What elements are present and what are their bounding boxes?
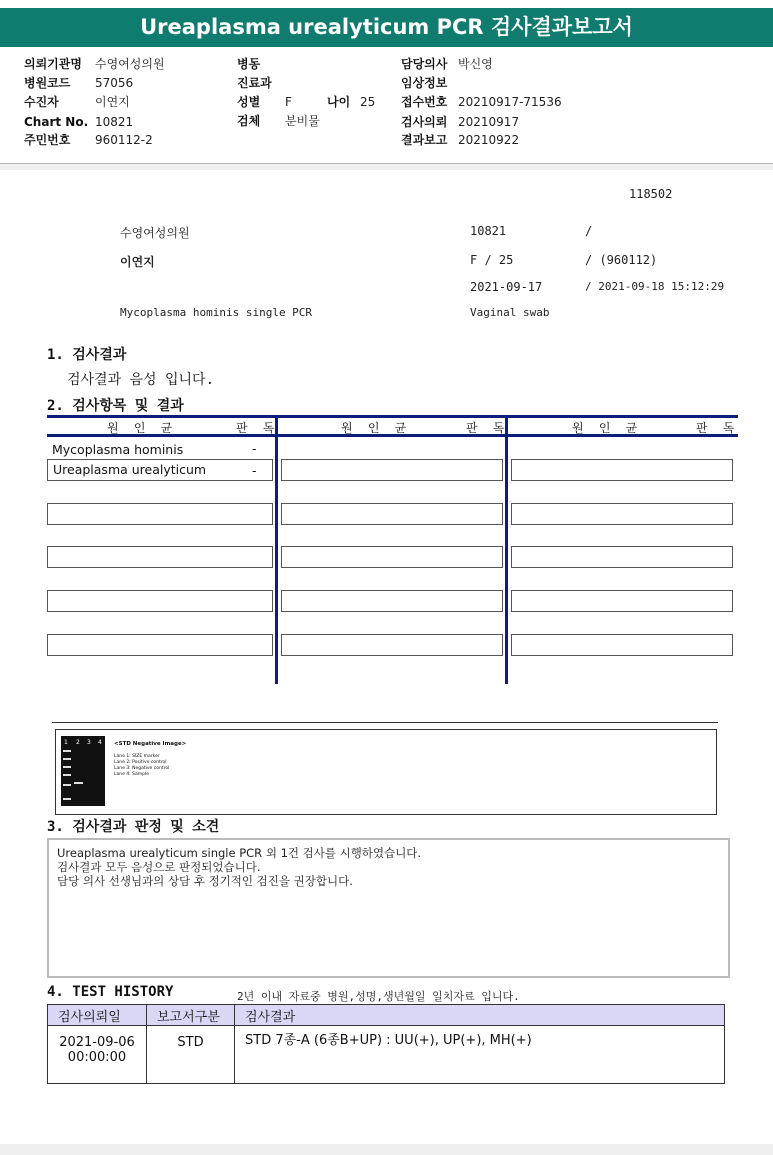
empty-result-cell bbox=[47, 503, 273, 525]
hospital-code-value: 57056 bbox=[95, 76, 134, 90]
body-institution: 수영여성의원 bbox=[120, 226, 190, 240]
history-result: STD 7종-A (6종B+UP) : UU(+), UP(+), MH(+) bbox=[235, 1026, 725, 1084]
body-report-datetime: / 2021-09-18 15:12:29 bbox=[585, 280, 725, 293]
result-row-2 bbox=[47, 459, 273, 481]
results-table-divider-2 bbox=[505, 415, 508, 684]
dept-label: 진료과 bbox=[237, 76, 272, 90]
positive-control-band bbox=[74, 782, 83, 784]
section4-heading: 4. TEST HISTORY bbox=[47, 984, 174, 1000]
chart-label: Chart No. bbox=[24, 115, 89, 129]
history-header-row bbox=[48, 1005, 725, 1026]
empty-result-cell bbox=[47, 634, 273, 656]
empty-result-cell bbox=[281, 503, 503, 525]
doctor-value: 박신영 bbox=[458, 57, 493, 71]
empty-result-cell bbox=[281, 546, 503, 568]
marker-band bbox=[63, 758, 71, 760]
history-type: STD bbox=[147, 1026, 235, 1084]
empty-result-cell bbox=[281, 634, 503, 656]
test-history-table bbox=[47, 1004, 725, 1084]
empty-result-cell bbox=[511, 634, 733, 656]
marker-band bbox=[63, 798, 71, 800]
history-col-date: 검사의뢰일 bbox=[48, 1005, 147, 1026]
sex-label: 성별 bbox=[237, 95, 261, 109]
col-header-judgement-2: 판 독 bbox=[466, 421, 509, 435]
opinion-line: 담당 의사 선생님과의 상담 후 정기적인 검진을 권장합니다. bbox=[57, 874, 353, 888]
body-birth: / (960112) bbox=[585, 253, 658, 267]
result-row-1-name: Mycoplasma hominis bbox=[52, 442, 184, 457]
opinion-line: 검사결과 모두 음성으로 판정되었습니다. bbox=[57, 860, 261, 874]
body-chart-no: 10821 bbox=[470, 224, 507, 238]
history-col-type: 보고서구분 bbox=[147, 1005, 235, 1026]
empty-result-cell bbox=[47, 546, 273, 568]
empty-result-cell bbox=[511, 459, 733, 481]
section1-heading: 1. 검사결과 bbox=[47, 347, 127, 363]
opinion-line: Ureaplasma urealyticum single PCR 외 1건 검사를 시행하였습니다. bbox=[57, 846, 422, 860]
gel-divider bbox=[52, 722, 718, 723]
marker-band bbox=[63, 784, 71, 786]
col-header-judgement-3: 판 독 bbox=[696, 421, 739, 435]
results-table-top-rule bbox=[47, 415, 738, 418]
gel-legend-title: <STD Negative Image> bbox=[114, 741, 187, 747]
opinion-box bbox=[47, 838, 730, 978]
body-specimen: Vaginal swab bbox=[470, 306, 550, 319]
chart-value: 10821 bbox=[95, 115, 134, 129]
sex-value: F bbox=[285, 95, 292, 109]
empty-result-cell bbox=[511, 546, 733, 568]
history-note: 2년 이내 자료중 병원,성명,생년월일 일치자료 입니다. bbox=[237, 990, 520, 1003]
gel-legend-line: Lane 2: Positive control bbox=[114, 760, 167, 765]
body-test-name: Mycoplasma hominis single PCR bbox=[120, 306, 313, 319]
gel-legend-line: Lane 1: SIZE marker bbox=[114, 754, 160, 759]
gel-legend-line: Lane 3: Negative control bbox=[114, 766, 170, 771]
body-patient: 이연지 bbox=[120, 255, 155, 269]
patient-label: 수진자 bbox=[24, 95, 59, 109]
patient-value: 이연지 bbox=[95, 95, 130, 109]
lane-number: 1 bbox=[64, 739, 68, 746]
body-sex-age: F / 25 bbox=[470, 253, 514, 267]
gel-legend-line: Lane 4: Sample bbox=[114, 772, 149, 777]
institution-label: 의뢰기관명 bbox=[24, 57, 82, 71]
section3-heading: 3. 검사결과 판정 및 소견 bbox=[47, 819, 220, 835]
lane-number: 3 bbox=[87, 739, 91, 746]
gel-image-box bbox=[55, 729, 717, 815]
marker-band bbox=[63, 750, 71, 752]
age-value: 25 bbox=[360, 95, 376, 109]
receipt-label: 접수번호 bbox=[401, 95, 448, 109]
section2-heading: 2. 검사항목 및 결과 bbox=[47, 398, 184, 414]
empty-result-cell bbox=[281, 590, 503, 612]
col-header-pathogen-2: 원 인 균 bbox=[341, 421, 411, 435]
report-code: 118502 bbox=[629, 187, 673, 201]
receipt-value: 20210917-71536 bbox=[458, 95, 562, 109]
lane-number: 2 bbox=[76, 739, 80, 746]
gel-electrophoresis-image bbox=[61, 736, 105, 806]
doctor-label: 담당의사 bbox=[401, 57, 448, 71]
header-shadow bbox=[0, 164, 773, 170]
empty-result-cell bbox=[281, 459, 503, 481]
institution-value: 수영여성의원 bbox=[95, 57, 165, 71]
result-row-2-result: - bbox=[252, 463, 257, 478]
col-header-judgement-1: 판 독 bbox=[236, 421, 279, 435]
col-header-pathogen-1: 원 인 균 bbox=[107, 421, 177, 435]
request-label: 검사의뢰 bbox=[401, 115, 448, 129]
body-slash: / bbox=[585, 224, 593, 238]
report-title: Ureaplasma urealyticum PCR 검사결과보고서 bbox=[0, 8, 773, 47]
marker-band bbox=[63, 766, 71, 768]
results-table-divider-1 bbox=[275, 415, 278, 684]
history-time: 00:00:00 bbox=[67, 1050, 127, 1065]
result-row-2-name: Ureaplasma urealyticum bbox=[53, 462, 207, 477]
empty-result-cell bbox=[511, 503, 733, 525]
specimen-value: 분비물 bbox=[285, 114, 320, 128]
history-row bbox=[48, 1026, 725, 1084]
result-row-1-result: - bbox=[252, 441, 257, 456]
col-header-pathogen-3: 원 인 균 bbox=[572, 421, 642, 435]
hospital-code-label: 병원코드 bbox=[24, 76, 71, 90]
history-date: 2021-09-06 bbox=[59, 1035, 135, 1050]
clinical-label: 임상정보 bbox=[401, 76, 448, 90]
history-col-result: 검사결과 bbox=[235, 1005, 725, 1026]
request-value: 20210917 bbox=[458, 115, 520, 129]
report-date-label: 결과보고 bbox=[401, 133, 448, 147]
empty-result-cell bbox=[511, 590, 733, 612]
lane-number: 4 bbox=[98, 739, 102, 746]
empty-result-cell bbox=[47, 590, 273, 612]
age-label: 나이 bbox=[327, 95, 351, 109]
rrn-value: 960112-2 bbox=[95, 133, 153, 147]
ward-label: 병동 bbox=[237, 57, 261, 71]
history-date-cell bbox=[48, 1026, 147, 1084]
page-bottom-band bbox=[0, 1144, 773, 1155]
body-request-date: 2021-09-17 bbox=[470, 280, 543, 294]
report-date-value: 20210922 bbox=[458, 133, 520, 147]
marker-band bbox=[63, 774, 71, 776]
rrn-label: 주민번호 bbox=[24, 133, 71, 147]
section1-text: 검사결과 음성 입니다. bbox=[67, 372, 215, 388]
header-info bbox=[0, 0, 773, 160]
specimen-label: 검체 bbox=[237, 114, 261, 128]
